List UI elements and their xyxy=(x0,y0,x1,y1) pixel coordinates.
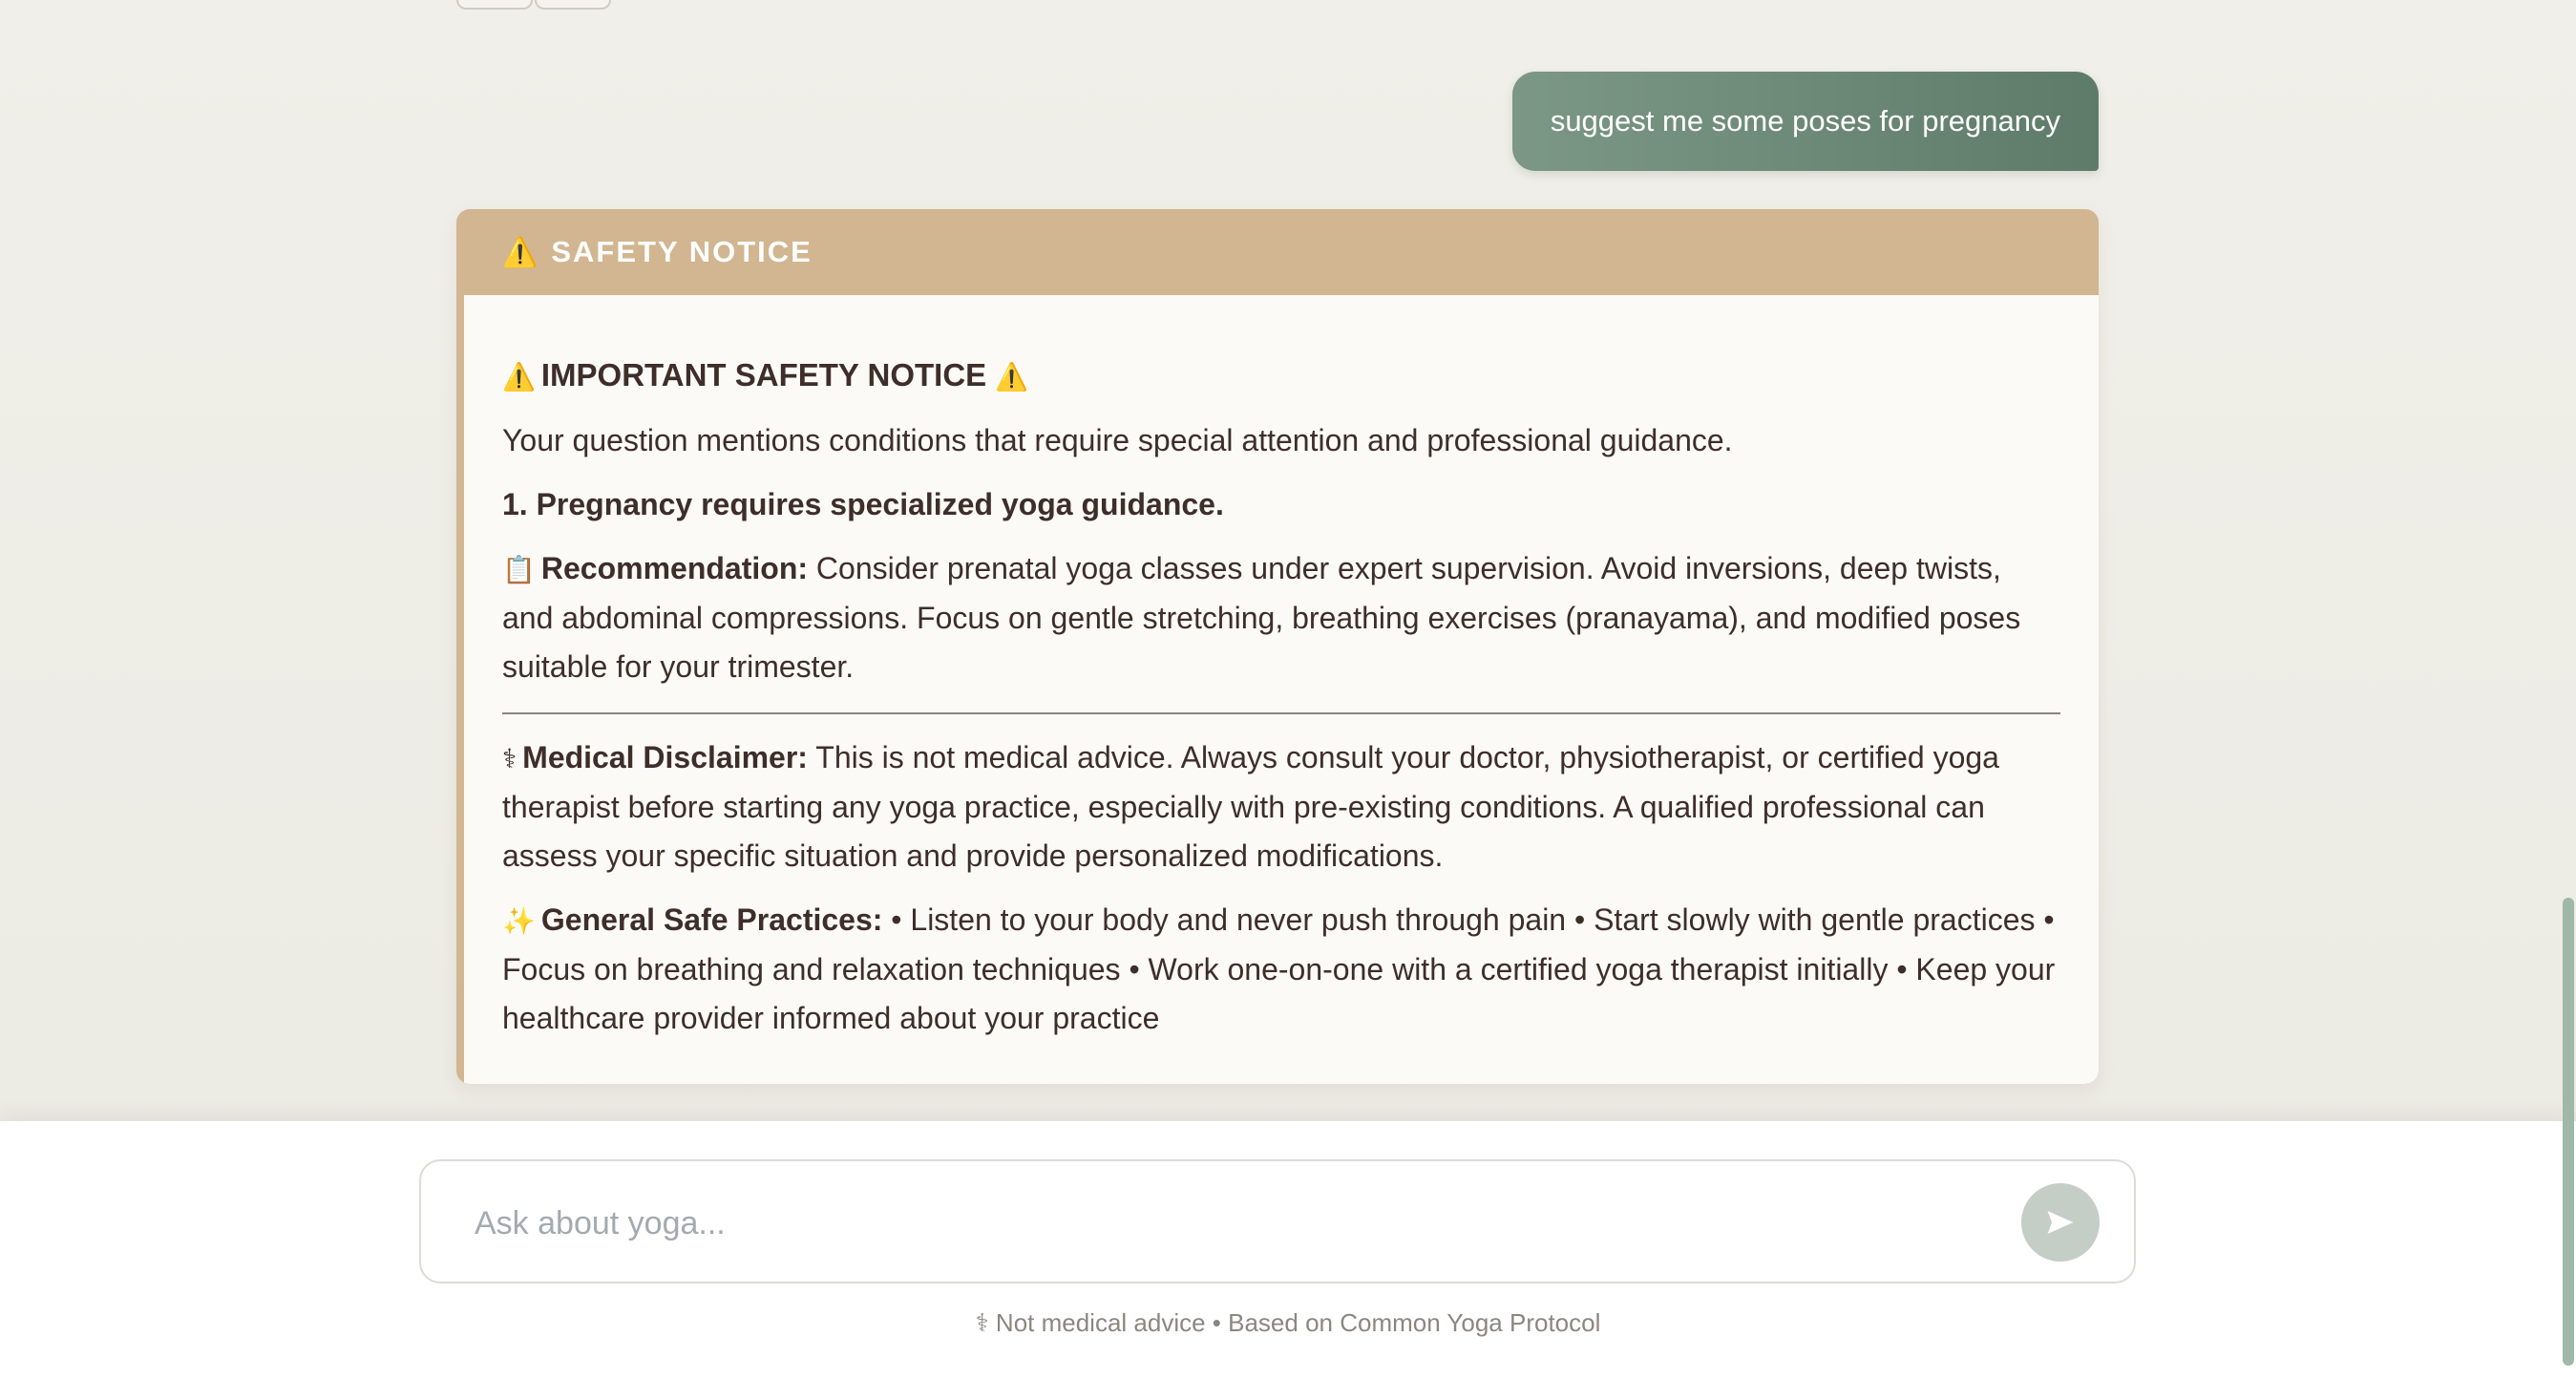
message-action-button[interactable] xyxy=(535,0,611,10)
disclaimer-text: This is not medical advice. Always consult your doctor, physiotherapist, or certified yoga therapist before starting any yoga practice, especially with pre-existing conditions. A qualified professional can assess your specific situation and provide personalized modifications. xyxy=(502,740,1999,873)
safety-intro: Your question mentions conditions that require special attention and professional guidance. xyxy=(502,423,1733,457)
user-message-bubble xyxy=(1512,72,2099,171)
previous-message-actions xyxy=(456,0,611,10)
practices-paragraph xyxy=(502,896,2060,1043)
warning-icon: ⚠️ xyxy=(995,362,1029,392)
safety-point-1: 1. Pregnancy requires specialized yoga guidance. xyxy=(502,487,1224,521)
practices-text: • Listen to your body and never push through pain • Start slowly with gentle practices • Focus on breathing and relaxation techniques • Work one-on-one with a certified yoga therapist initially • Keep your healthcare provider informed about your practice xyxy=(502,902,2056,1035)
disclaimer-paragraph xyxy=(502,733,2060,880)
sparkles-icon: ✨ xyxy=(502,906,536,936)
footer-disclaimer: ⚕ Not medical advice • Based on Common Yoga Protocol xyxy=(975,1308,1601,1337)
recommendation-text: Consider prenatal yoga classes under expert supervision. Avoid inversions, deep twists, and abdominal compressions. Focus on gentle stretching, breathing exercises (pranayama), and modified poses suitable for your trimester. xyxy=(502,551,2021,684)
safety-card-body xyxy=(464,295,2099,1084)
ask-input[interactable] xyxy=(473,1188,1966,1259)
message-action-button[interactable] xyxy=(456,0,533,10)
practices-label: General Safe Practices: xyxy=(540,902,883,937)
safety-title xyxy=(502,350,2060,401)
send-arrow-icon xyxy=(2043,1205,2078,1240)
disclaimer-label: Medical Disclaimer: xyxy=(522,740,808,774)
recommendation-label: Recommendation: xyxy=(540,551,809,585)
warning-icon: ⚠️ xyxy=(502,236,540,268)
medical-staff-icon: ⚕ xyxy=(502,744,517,774)
user-message-text: suggest me some poses for pregnancy xyxy=(1550,104,2060,138)
send-button[interactable] xyxy=(2021,1183,2100,1262)
safety-card-header xyxy=(456,209,2099,295)
composer-box[interactable] xyxy=(419,1159,2136,1284)
safety-title-text: IMPORTANT SAFETY NOTICE xyxy=(540,357,987,392)
scrollbar-thumb[interactable] xyxy=(2563,898,2574,1366)
recommendation-paragraph xyxy=(502,544,2060,691)
divider xyxy=(502,712,2060,714)
safety-notice-card xyxy=(456,209,2099,1084)
safety-card-header-label: SAFETY NOTICE xyxy=(551,235,813,268)
scrollbar-track[interactable] xyxy=(2561,0,2576,1379)
composer-region xyxy=(0,1121,2576,1379)
warning-icon: ⚠️ xyxy=(502,362,536,392)
clipboard-icon: 📋 xyxy=(502,555,536,584)
